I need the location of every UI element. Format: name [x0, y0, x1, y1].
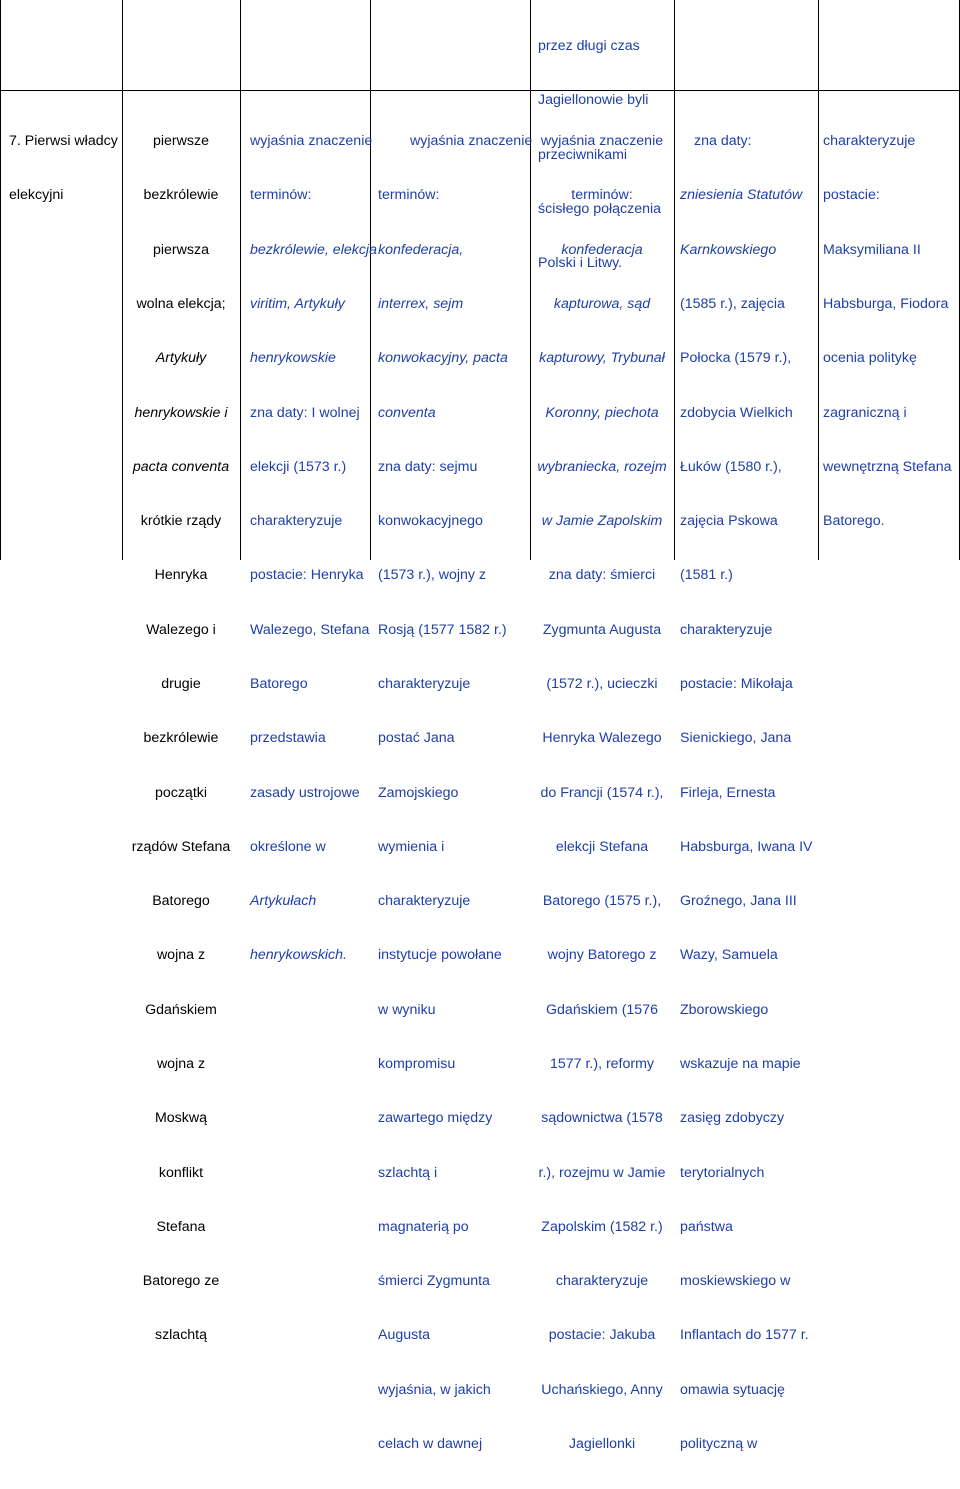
requirements-full-text: zna daty: zniesienia Statutów Karnkowskiego (1585 r.), zajęcia Połocka (1579 r.), zdobycia Wielkich Łuków (1580 r.), zajęcia Pskowa (1581 r.) charakteryzuje postacie: Mikołaja Sienickiego, Jana Firleja, Ernesta Habsburga, Iwana IV Groźnego, Jana III Wazy, Samuela Zborowskiego wskazuje na mapie zasięg zdobyczy terytorialnych państwa moskiewskiego w Inflantach do 1577 r. omawia sytuację polityczną w — [680, 133, 813, 1452]
requirements-full-cell — [674, 0, 818, 1452]
content-cell — [122, 0, 240, 1344]
carryover-text: przez długi czas Jagiellonowie byli przeciwnikami ścisłego połączenia Polski i Litwy. — [538, 38, 662, 272]
requirements-advanced-cell — [530, 0, 674, 1452]
requirements-extended-text: wyjaśnia znaczenie terminów: konfederacja, interrex, sejm konwokacyjny, pacta conventa zna daty: sejmu konwokacyjnego (1573 r.), wojny z Rosją (1577 1582 r.) charakteryzuje postać Jana Zamojskiego wymienia i charakteryzuje instytucje powołane w wyniku kompromisu zawartego między szlachtą i magnaterią po śmierci Zygmunta Augusta wyjaśnia, w jakich celach w dawnej — [378, 133, 533, 1452]
requirements-extended-cell — [370, 0, 533, 1452]
topic-cell — [0, 0, 122, 560]
requirements-beyond-text: charakteryzuje postacie: Maksymiliana II Habsburga, Fiodora ocenia politykę zagraniczną i wewnętrzną Stefana Batorego. — [823, 133, 952, 530]
requirements-beyond-cell — [818, 0, 959, 560]
content-text: pierwsze bezkrólewie pierwsza wolna elekcja; Artykuły henrykowskie i pacta conventa krótkie rządy Henryka Walezego i drugie bezkrólewie początki rządów Stefana Batorego wojna z Gdańskiem wojna z Moskwą konflikt Stefana Batorego ze szlachtą — [131, 133, 231, 1344]
topic-text: 7. Pierwsi władcy elekcyjni — [9, 133, 118, 204]
requirements-advanced-text: wyjaśnia znaczenie terminów: konfederacja kapturowa, sąd kapturowy, Trybunał Koronny, piechota wybraniecka, rozejm w Jamie Zapolskim zna daty: śmierci Zygmunta Augusta (1572 r.), ucieczki Henryka Walezego do Francji (1574 r.), elekcji Stefana Batorego (1575 r.), wojny Batorego z Gdańskiem (1576 1577 r.), reformy sądownictwa (1578 r.), rozejmu w Jamie Zapolskim (1582 r.) charakteryzuje postacie: Jakuba Uchańskiego, Anny Jagiellonki — [537, 133, 667, 1452]
requirements-basic-text: wyjaśnia znaczenie terminów: bezkrólewie, elekcja viritim, Artykuły henrykowskie zna daty: I wolnej elekcji (1573 r.) charakteryzuje postacie: Henryka Walezego, Stefana Batorego przedstawia zasady ustrojowe określone w Artykułach henrykowskich. — [250, 133, 377, 964]
requirements-basic-cell — [240, 0, 377, 964]
